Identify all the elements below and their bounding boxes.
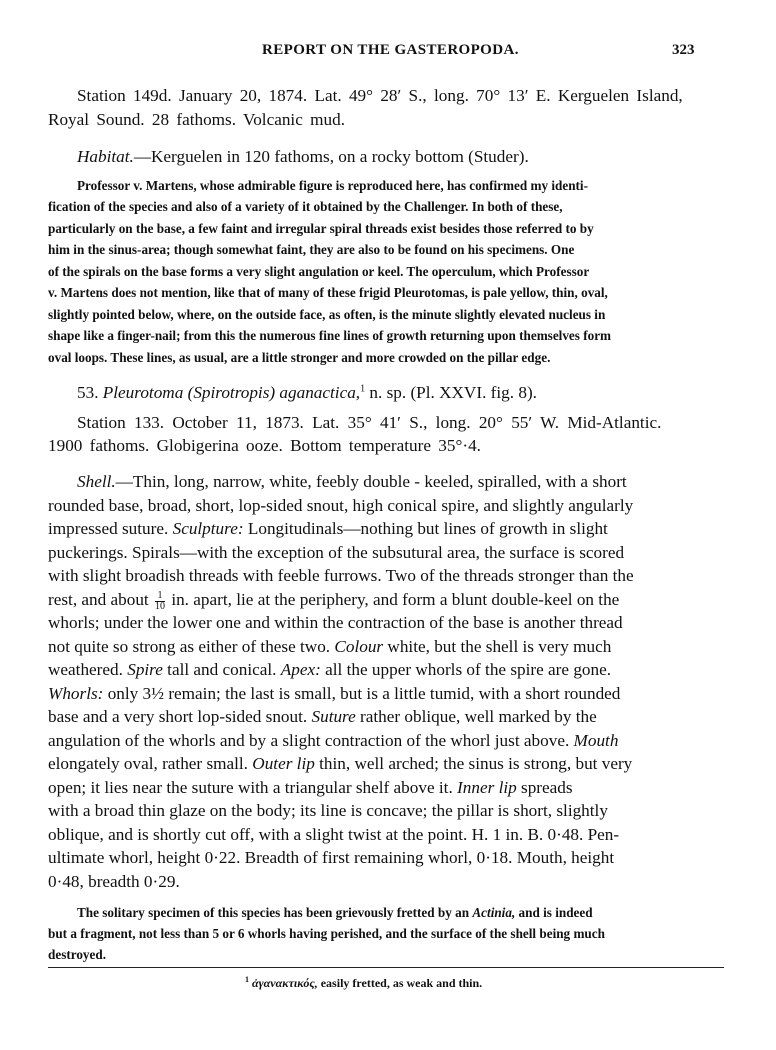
description-text: thin, well arched; the sinus is strong, but very [319,754,633,773]
description-text: angulation of the whorls and by a slight contraction of the whorl just above. [48,731,570,750]
description-text: elongately oval, rather small. [48,754,248,773]
habitat-line [77,147,529,167]
martens-note-line: particularly on the base, a few faint and irregular spiral threads exist besides those referred to by [48,221,594,236]
species-rest: n. sp. (Pl. XXVI. fig. 8). [369,383,537,402]
description-text: impressed suture. [48,519,169,538]
description-line [48,590,619,612]
actinia-name: Actinia, [472,905,516,920]
description-line [48,684,620,704]
description-text: —Thin, long, narrow, white, feebly double - keeled, spiralled, with a short [115,472,627,491]
running-head: REPORT ON THE GASTEROPODA. [262,42,519,58]
shell-label: Shell. [77,472,116,491]
footnote-text: easily fretted, as weak and thin. [320,976,483,990]
description-line: rounded base, broad, short, lop-sided snout, high conical spire, and slightly angularly [48,496,634,515]
description-text: not quite so strong as either of these two. [48,637,331,656]
footnote-greek-word: ἀγανακτικός, [252,976,318,990]
solitary-note-text: and is indeed [518,905,593,920]
habitat-text: —Kerguelen in 120 fathoms, on a rocky bottom (Studer). [133,147,529,166]
footnote-number: 1 [245,975,249,984]
description-line [48,637,611,657]
apex-label: Apex: [280,660,321,679]
description-line [48,519,608,539]
species-name: aganactica, [279,383,361,402]
fraction-numerator: 1 [155,591,165,602]
description-line: with slight broadish threads with feeble furrows. Two of the threads stronger than the [48,566,634,585]
fraction [155,591,165,612]
martens-note-line: of the spirals on the base forms a very slight angulation or keel. The operculum, which Professor [48,264,590,279]
description-line [48,754,632,774]
description-text: white, but the shell is very much [387,637,612,656]
description-text: open; it lies near the suture with a triangular shelf above it. [48,778,453,797]
suture-label: Suture [311,707,356,726]
description-line: with a broad thin glaze on the body; its line is concave; the pillar is short, slightly [48,801,608,820]
solitary-note-line: destroyed. [48,947,106,962]
habitat-label: Habitat. [77,147,134,166]
description-text: Longitudinals—nothing but lines of growth in slight [247,519,608,538]
footnote [245,975,482,991]
martens-note-line: Professor v. Martens, whose admirable figure is reproduced here, has confirmed my identi- [77,178,588,193]
species-number: 53. [77,383,99,402]
fraction-half: ½ [151,684,165,703]
description-text: rest, and about [48,590,149,609]
station-133-line-1: Station 133. October 11, 1873. Lat. 35° 41′ S., long. 20° 55′ W. Mid-Atlantic. [77,413,662,432]
martens-note-line: fication of the species and also of a variety of it obtained by the Challenger. In both of these, [48,199,563,214]
description-line [48,707,597,727]
colour-label: Colour [334,637,384,656]
outer-lip-label: Outer lip [252,754,315,773]
description-line [48,660,611,680]
fraction-denominator: 10 [155,600,166,612]
species-genus: Pleurotoma [102,383,184,402]
station-133-line-2: 1900 fathoms. Globigerina ooze. Bottom temperature 35°·4. [48,436,481,455]
description-text: spreads [521,778,573,797]
description-text: only 3 [107,684,152,703]
description-line: puckerings. Spirals—with the exception of the subsutural area, the surface is scored [48,543,625,562]
description-line: oblique, and is shortly cut off, with a slight twist at the point. H. 1 in. B. 0·48. Pen- [48,825,620,844]
station-149d-line-2: Royal Sound. 28 fathoms. Volcanic mud. [48,110,345,129]
martens-note-line: him in the sinus-area; though somewhat faint, they are also to be found on his specimens. One [48,242,575,257]
description-line [48,731,618,751]
station-149d-line-1: Station 149d. January 20, 1874. Lat. 49° 28′ S., long. 70° 13′ E. Kerguelen Island, [77,86,683,105]
description-line: 0·48, breadth 0·29. [48,872,180,891]
description-line [77,472,627,492]
solitary-note-text: The solitary specimen of this species has been grievously fretted by an [77,905,470,920]
inner-lip-label: Inner lip [457,778,517,797]
page-number: 323 [672,42,695,58]
species-heading [77,383,537,403]
sculpture-label: Sculpture: [172,519,244,538]
mouth-label: Mouth [573,731,619,750]
description-text: rather oblique, well marked by the [360,707,597,726]
footnote-rule [48,967,724,968]
martens-note-line: v. Martens does not mention, like that of many of these frigid Pleurotomas, is pale yellow, thin, oval, [48,285,608,300]
description-line: ultimate whorl, height 0·22. Breadth of first remaining whorl, 0·18. Mouth, height [48,848,615,867]
spire-label: Spire [127,660,163,679]
martens-note-line: oval loops. These lines, as usual, are a little stronger and more crowded on the pillar edge. [48,350,551,365]
description-text: all the upper whorls of the spire are gone. [325,660,612,679]
page-header [0,42,776,64]
description-text: weathered. [48,660,123,679]
description-text: remain; the last is small, but is a little tumid, with a short rounded [168,684,621,703]
description-text: tall and conical. [167,660,277,679]
description-line: whorls; under the lower one and within the contraction of the base is another thread [48,613,623,632]
description-text: base and a very short lop-sided snout. [48,707,308,726]
solitary-note-line: but a fragment, not less than 5 or 6 whorls having perished, and the surface of the shell being much [48,926,605,941]
species-subgenus: (Spirotropis) [187,383,276,402]
footnote-mark: 1 [360,383,366,395]
martens-note-line: slightly pointed below, where, on the outside face, as often, is the minute slightly elevated nucleus in [48,307,606,322]
description-line [48,778,573,798]
whorls-label: Whorls: [48,684,104,703]
martens-note-line: shape like a finger-nail; from this the numerous fine lines of growth returning upon themselves form [48,328,612,343]
description-text: in. apart, lie at the periphery, and form a blunt double-keel on the [171,590,620,609]
solitary-note-line [77,905,593,921]
